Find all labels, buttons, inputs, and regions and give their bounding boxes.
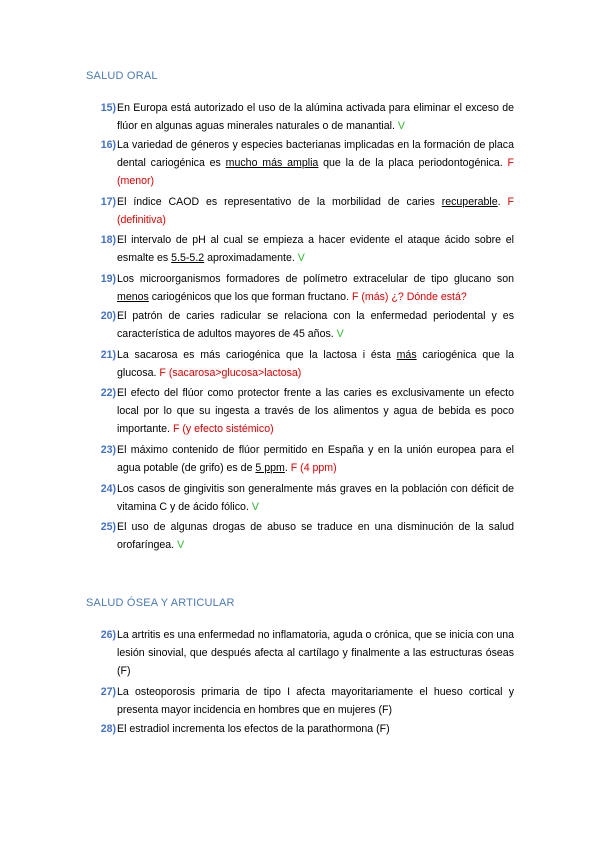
question-number: 20) [100, 310, 116, 322]
question-25 [86, 518, 514, 554]
answer-mark: F (4 ppm) [290, 462, 337, 474]
question-text: La sacarosa es más cariogénica que la lactosa i ésta más cariogénica que la glucosa. F (sacarosa>glucosa>lactosa) [117, 349, 514, 379]
answer-mark: V [336, 328, 344, 340]
question-23 [86, 441, 514, 477]
question-text: Los casos de gingivitis son generalmente más graves en la población con déficit de vitamina C y de ácido fólico. V [117, 483, 514, 513]
question-28 [86, 720, 514, 738]
underlined-term: más [396, 349, 417, 361]
answer-mark: F (menor) [117, 157, 515, 187]
question-number: 17) [100, 196, 116, 208]
question-number: 23) [100, 444, 116, 456]
question-number: 26) [100, 629, 116, 641]
answer-mark: V [251, 501, 259, 513]
question-number: 18) [100, 234, 116, 246]
question-19 [86, 270, 514, 306]
question-text: El intervalo de pH al cual se empieza a hacer evidente el ataque ácido sobre el esmalte es 5.5-5.2 aproximadamente. V [117, 234, 514, 264]
question-26 [86, 626, 514, 680]
question-text: La artritis es una enfermedad no inflamatoria, aguda o crónica, que se inicia con una lesión sinovial, que después afecta al cartílago y finalmente a las estructuras óseas (F) [117, 629, 514, 677]
underlined-term: mucho más amplia [225, 157, 319, 169]
answer-mark: V [397, 120, 405, 132]
question-number: 16) [100, 139, 116, 151]
answer-mark: F (más) ¿? Dónde está? [351, 291, 467, 303]
question-21 [86, 346, 514, 382]
answer-mark: F (y efecto sistémico) [172, 423, 274, 435]
question-27 [86, 683, 514, 719]
question-text: El efecto del flúor como protector frente a las caries es exclusivamente un efecto local por lo que su ingesta a través de los alimentos y agua de bebida es poco importante. F (y efecto sistémico) [117, 387, 514, 435]
question-text: La osteoporosis primaria de tipo I afecta mayoritariamente el hueso cortical y presenta mayor incidencia en hombres que en mujeres (F) [117, 686, 514, 716]
question-number: 21) [100, 349, 116, 361]
answer-mark: F (sacarosa>glucosa>lactosa) [159, 367, 302, 379]
section-heading-salud-osea: SALUD ÓSEA Y ARTICULAR [86, 597, 235, 609]
question-15 [86, 99, 514, 135]
underlined-term: recuperable [441, 196, 498, 208]
question-text: El estradiol incrementa los efectos de la parathormona (F) [117, 723, 390, 735]
question-number: 22) [100, 387, 116, 399]
question-number: 15) [100, 102, 116, 114]
question-text: El máximo contenido de flúor permitido en España y en la unión europea para el agua potable (de grifo) es de 5 ppm. F (4 ppm) [117, 444, 514, 474]
question-20 [86, 307, 514, 343]
question-number: 25) [100, 521, 116, 533]
question-number: 28) [100, 723, 116, 735]
question-24 [86, 480, 514, 516]
underlined-term: 5 ppm [255, 462, 285, 474]
question-number: 27) [100, 686, 116, 698]
question-text: En Europa está autorizado el uso de la alúmina activada para eliminar el exceso de flúor en algunas aguas minerales naturales o de manantial. V [117, 102, 514, 132]
underlined-term: 5.5-5.2 [171, 252, 205, 264]
question-text: El patrón de caries radicular se relaciona con la enfermedad periodental y es característica de adultos mayores de 45 años. V [117, 310, 514, 340]
answer-mark: F (definitiva) [117, 196, 514, 226]
question-number: 19) [100, 273, 116, 285]
question-16 [86, 136, 514, 190]
section-heading-salud-oral: SALUD ORAL [86, 70, 158, 82]
answer-mark: V [297, 252, 305, 264]
question-text: El uso de algunas drogas de abuso se traduce en una disminución de la salud orofaríngea. V [117, 521, 514, 551]
question-text: La variedad de géneros y especies bacterianas implicadas en la formación de placa dental cariogénica es mucho más amplia que la de la placa periodontogénica. F (menor) [117, 139, 515, 187]
question-22 [86, 384, 514, 438]
question-text: Los microorganismos formadores de polímetro extracelular de tipo glucano son menos cariogénicos que los que forman fructano. F (más) ¿? Dónde está? [117, 273, 514, 303]
underlined-term: menos [117, 291, 149, 303]
question-17 [86, 193, 514, 229]
answer-mark: V [177, 539, 185, 551]
question-number: 24) [100, 483, 116, 495]
question-text: El índice CAOD es representativo de la morbilidad de caries recuperable. F (definitiva) [117, 196, 514, 226]
question-18 [86, 231, 514, 267]
